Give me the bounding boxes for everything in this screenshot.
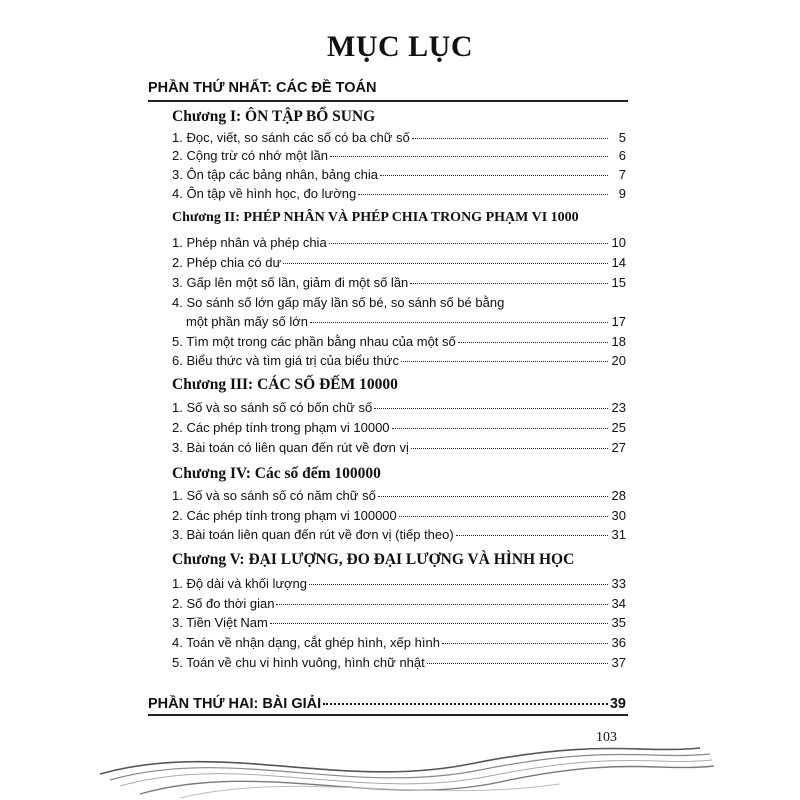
toc-entry-page: 6 (618, 148, 626, 163)
toc-entry-page: 37 (611, 655, 626, 670)
toc-entry-text: 2. Số đo thời gian (172, 596, 275, 611)
toc-entry[interactable] (172, 575, 626, 593)
toc-entry-text-line1: 4. So sánh số lớn gấp mấy lần số bé, so sánh số bé bằng (172, 295, 505, 310)
toc-entry-text: 4. Ôn tập về hình học, đo lường (172, 186, 357, 201)
toc-entry-page: 14 (611, 255, 626, 270)
toc-entry-text: 3. Tiền Việt Nam (172, 615, 268, 630)
toc-entry-text: một phần mấy số lớn (186, 314, 308, 329)
part-two-heading: PHẦN THỨ HAI: BÀI GIẢI (148, 696, 322, 712)
decorative-swoosh-icon (0, 720, 800, 800)
toc-entry[interactable] (172, 129, 626, 147)
part-one-heading: PHẦN THỨ NHẤT: CÁC ĐỀ TOÁN (148, 80, 377, 96)
toc-entry-text: 2. Phép chia có dư (172, 255, 282, 270)
toc-entry[interactable] (172, 634, 626, 652)
chapter-heading: Chương IV: Các số đếm 100000 (172, 465, 381, 482)
toc-entry-page: 18 (611, 334, 626, 349)
toc-entry-text: 3. Bài toán có liên quan đến rút về đơn vị (172, 440, 409, 455)
toc-entry-page: 34 (611, 596, 626, 611)
toc-entry-text: 3. Ôn tập các bảng nhân, bảng chia (172, 167, 378, 182)
dot-leader (442, 643, 608, 644)
dot-leader (358, 194, 608, 195)
page-title: MỤC LỤC (327, 30, 473, 63)
dot-leader (329, 243, 608, 244)
dot-leader (330, 156, 608, 157)
toc-entry[interactable] (172, 254, 626, 272)
toc-entry[interactable] (172, 487, 626, 505)
toc-entry-page: 10 (611, 235, 626, 250)
toc-entry-page: 7 (618, 167, 626, 182)
dot-leader (310, 322, 608, 323)
toc-entry-text: 2. Các phép tính trong phạm vi 100000 (172, 508, 397, 523)
dot-leader (401, 361, 608, 362)
dot-leader (399, 516, 608, 517)
dot-leader (323, 703, 608, 705)
toc-entry-page: 20 (611, 353, 626, 368)
toc-entry[interactable] (172, 166, 626, 184)
toc-entry[interactable] (172, 274, 626, 292)
toc-entry-text: 1. Số và so sánh số có bốn chữ số (172, 400, 373, 415)
dot-leader (410, 283, 608, 284)
toc-entry[interactable] (172, 399, 626, 417)
toc-entry-page: 28 (611, 488, 626, 503)
toc-entry[interactable] (172, 333, 626, 351)
toc-entry-text: 2. Cộng trừ có nhớ một lần (172, 148, 328, 163)
chapter-heading: Chương III: CÁC SỐ ĐẾM 10000 (172, 376, 398, 393)
part-two-entry[interactable] (148, 694, 626, 714)
toc-entry-text: 5. Toán về chu vi hình vuông, hình chữ nhật (172, 655, 425, 670)
toc-entry[interactable] (172, 654, 626, 672)
toc-entry[interactable] (172, 507, 626, 525)
toc-entry-text: 3. Bài toán liên quan đến rút về đơn vị (tiếp theo) (172, 527, 454, 542)
part-two-page: 39 (609, 696, 626, 712)
toc-entry[interactable] (186, 313, 626, 331)
toc-entry[interactable] (172, 419, 626, 437)
toc-entry[interactable] (172, 439, 626, 457)
toc-entry[interactable] (172, 234, 626, 252)
toc-entry[interactable] (172, 185, 626, 203)
toc-entry-text: 3. Gấp lên một số lần, giảm đi một số lần (172, 275, 409, 290)
toc-entry-page: 9 (618, 186, 626, 201)
toc-entry-page: 17 (611, 314, 626, 329)
toc-entry-text: 4. Toán về nhận dạng, cắt ghép hình, xếp hình (172, 635, 440, 650)
part-one-divider (148, 100, 628, 102)
toc-entry-text: 1. Độ dài và khối lượng (172, 576, 308, 591)
part-two-divider (148, 714, 628, 716)
toc-entry-page: 27 (611, 440, 626, 455)
toc-entry-page: 33 (611, 576, 626, 591)
dot-leader (378, 496, 608, 497)
dot-leader (427, 663, 608, 664)
dot-leader (411, 448, 608, 449)
toc-entry-page: 31 (611, 527, 626, 542)
chapter-heading: Chương V: ĐẠI LƯỢNG, ĐO ĐẠI LƯỢNG VÀ HÌNH HỌC (172, 551, 575, 568)
toc-entry-page: 36 (611, 635, 626, 650)
toc-entry-page: 23 (611, 400, 626, 415)
toc-entry[interactable] (172, 614, 626, 632)
toc-entry[interactable] (172, 147, 626, 165)
toc-entry-text: 5. Tìm một trong các phần bằng nhau của một số (172, 334, 456, 349)
toc-entry[interactable] (172, 526, 626, 544)
toc-entry-text: 1. Phép nhân và phép chia (172, 235, 327, 250)
toc-entry-text: 1. Số và so sánh số có năm chữ số (172, 488, 376, 503)
toc-entry-page: 25 (611, 420, 626, 435)
toc-entry-page: 30 (611, 508, 626, 523)
toc-entry-text: 2. Các phép tính trong phạm vi 10000 (172, 420, 390, 435)
dot-leader (412, 138, 608, 139)
dot-leader (374, 408, 608, 409)
chapter-heading: Chương II: PHÉP NHÂN VÀ PHÉP CHIA TRONG PHẠM VI 1000 (172, 210, 579, 225)
toc-entry[interactable] (172, 595, 626, 613)
dot-leader (392, 428, 608, 429)
toc-entry-page: 15 (611, 275, 626, 290)
toc-entry[interactable] (172, 352, 626, 370)
dot-leader (276, 604, 608, 605)
toc-entry-page: 35 (611, 615, 626, 630)
page-number: 103 (596, 730, 617, 745)
dot-leader (458, 342, 608, 343)
dot-leader (270, 623, 608, 624)
chapter-heading: Chương I: ÔN TẬP BỔ SUNG (172, 108, 376, 125)
toc-entry-text: 1. Đọc, viết, so sánh các số có ba chữ số (172, 130, 410, 145)
dot-leader (380, 175, 608, 176)
dot-leader (309, 584, 608, 585)
dot-leader (456, 535, 608, 536)
toc-entry-text: 6. Biểu thức và tìm giá trị của biểu thức (172, 353, 399, 368)
toc-entry-page: 5 (618, 130, 626, 145)
dot-leader (283, 263, 608, 264)
